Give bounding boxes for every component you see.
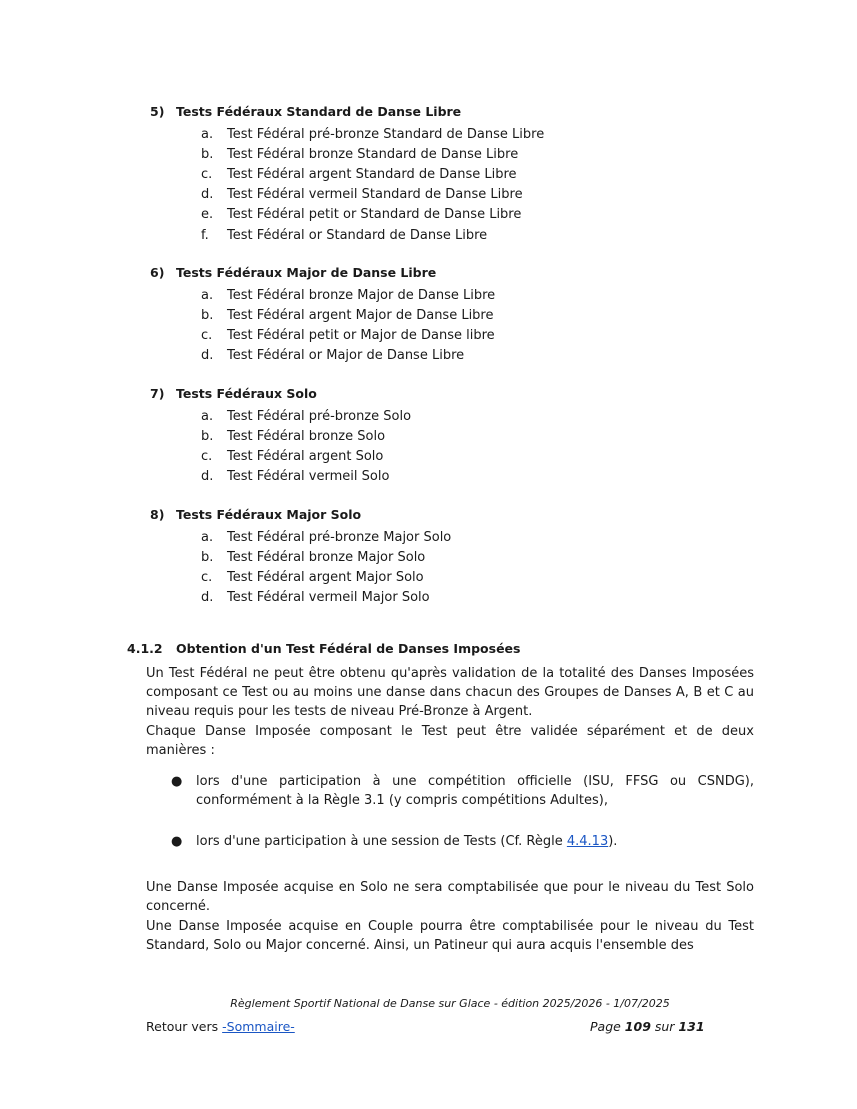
subsection-heading: 4.1.2 Obtention d'un Test Fédéral de Danses Imposées [127,641,521,656]
list-item: e. Test Fédéral petit or Standard de Danse Libre [201,207,522,222]
list-item: b. Test Fédéral bronze Standard de Danse Libre [201,147,519,162]
list-item: b. Test Fédéral bronze Major Solo [201,550,426,565]
list-item: b. Test Fédéral argent Major de Danse Libre [201,308,494,323]
list-item: c. Test Fédéral argent Solo [201,449,384,464]
section-5-title: 5) Tests Fédéraux Standard de Danse Libre [150,104,462,119]
bullet-item: ● lors d'une participation à une compétition officielle (ISU, FFSG ou CSNDG), conformément à la Règle 3.1 (y compris compétitions Adultes), [171,774,754,808]
paragraph: Une Danse Imposée acquise en Solo ne sera comptabilisée que pour le niveau du Test Solo concerné. [146,880,754,914]
paragraph: Une Danse Imposée acquise en Couple pourra être comptabilisée pour le niveau du Test Standard, Solo ou Major concerné. Ainsi, un Patineur qui aura acquis l'ensemble des [146,919,754,953]
bullet-item: ● lors d'une participation à une session de Tests (Cf. Règle 4.4.13). [171,834,618,849]
paragraph: Chaque Danse Imposée composant le Test peut être validée séparément et de deux manières : [146,724,754,758]
bullet-icon: ● [171,774,183,789]
list-item: d. Test Fédéral vermeil Solo [201,469,390,484]
section-7-title: 7) Tests Fédéraux Solo [150,386,317,401]
section-8-title: 8) Tests Fédéraux Major Solo [150,507,362,522]
list-item: b. Test Fédéral bronze Solo [201,429,386,444]
list-item: a. Test Fédéral bronze Major de Danse Libre [201,288,496,303]
rule-link[interactable]: 4.4.13 [566,834,609,849]
sommaire-link[interactable]: -Sommaire- [222,1019,295,1034]
section-6-title: 6) Tests Fédéraux Major de Danse Libre [150,265,437,280]
list-item: c. Test Fédéral argent Major Solo [201,570,424,585]
bullet-icon: ● [171,834,183,849]
list-item: d. Test Fédéral or Major de Danse Libre [201,348,465,363]
list-item: c. Test Fédéral petit or Major de Danse libre [201,328,495,343]
list-item: f. Test Fédéral or Standard de Danse Libre [201,228,488,243]
list-item: d. Test Fédéral vermeil Major Solo [201,590,430,605]
paragraph: Un Test Fédéral ne peut être obtenu qu'après validation de la totalité des Danses Imposées composant ce Test ou au moins une danse dans chacun des Groupes de Danses A, B et C au niveau requis pour les tests de niveau Pré-Bronze à Argent. [146,666,754,719]
footer-back: Retour vers -Sommaire- [146,1019,295,1034]
list-item: d. Test Fédéral vermeil Standard de Danse Libre [201,187,523,202]
list-item: c. Test Fédéral argent Standard de Danse Libre [201,167,517,182]
list-item: a. Test Fédéral pré-bronze Standard de Danse Libre [201,127,545,142]
page-number: Page 109 sur 131 [590,1019,705,1034]
list-item: a. Test Fédéral pré-bronze Solo [201,409,412,424]
footer-title: Règlement Sportif National de Danse sur Glace - édition 2025/2026 - 1/07/2025 [230,997,670,1010]
list-item: a. Test Fédéral pré-bronze Major Solo [201,530,452,545]
